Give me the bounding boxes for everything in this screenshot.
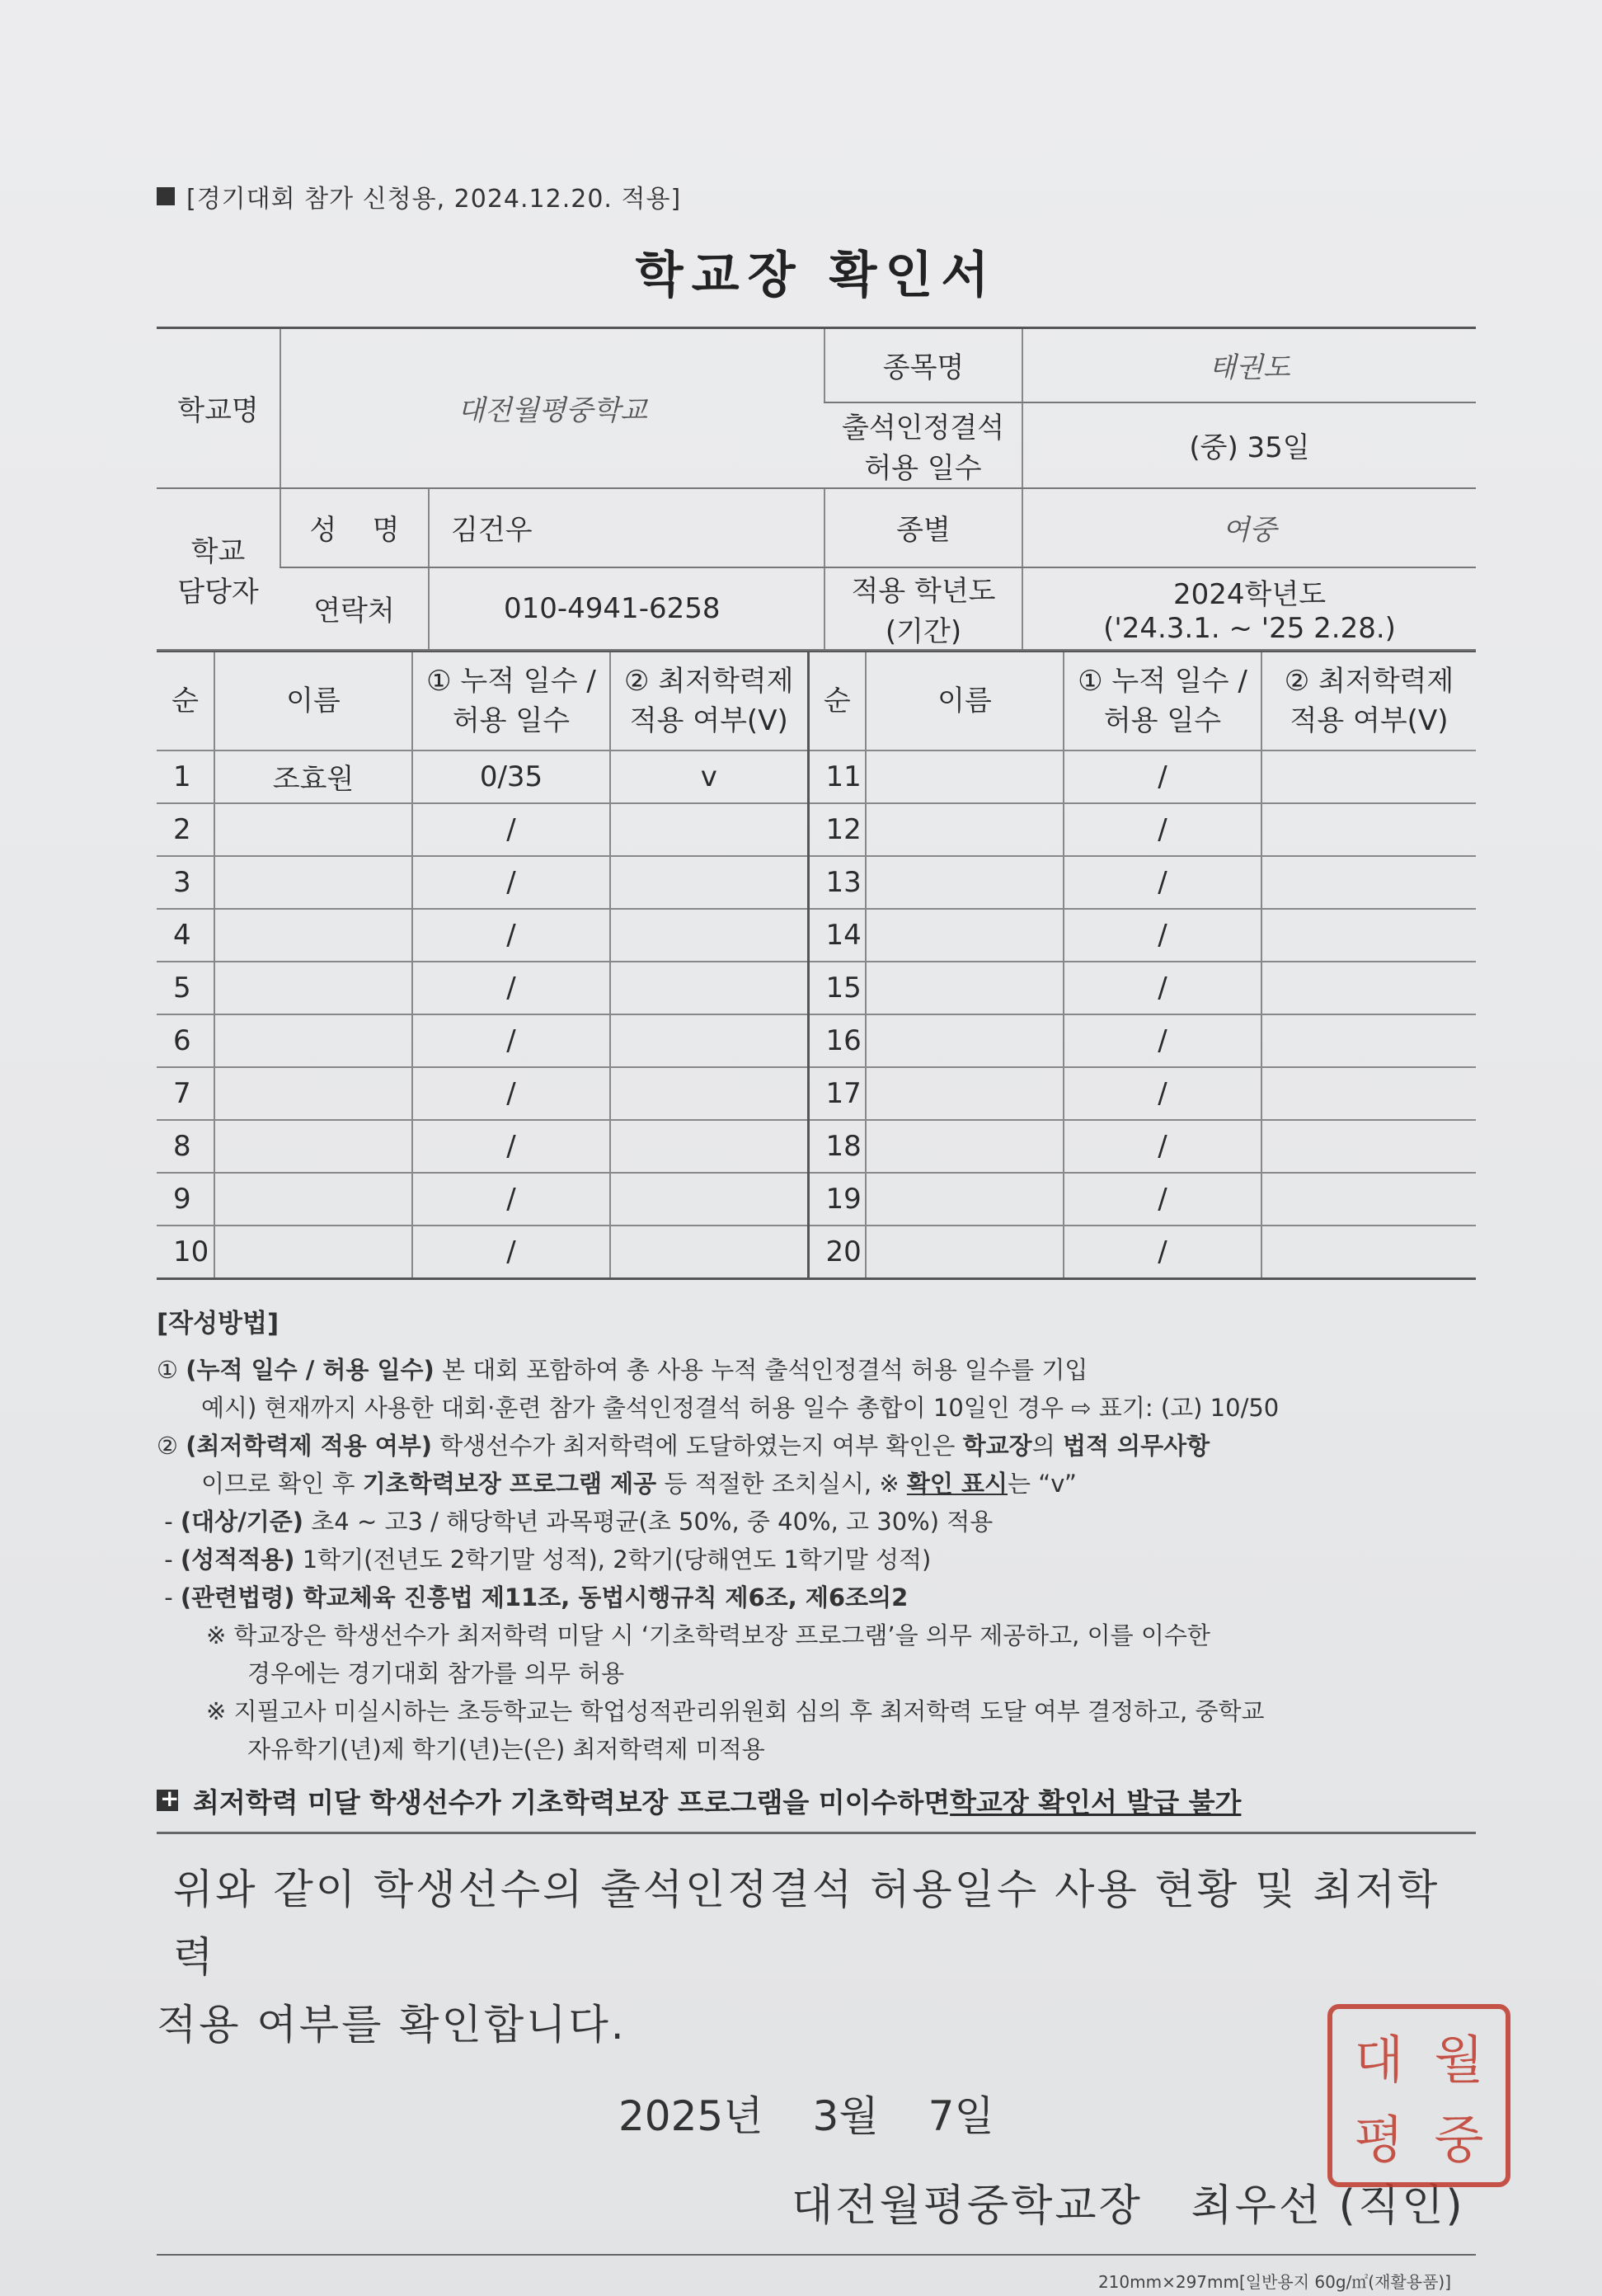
- detail-target: - (대상/기준) 초4 ~ 고3 / 해당학년 과목평균(초 50%, 중 40%, 고 30%) 적용: [157, 1507, 994, 1536]
- roster-seq: 9: [157, 1173, 214, 1226]
- roster-seq: 16: [808, 1014, 866, 1067]
- school-label: 학교명: [157, 328, 280, 488]
- roster-name: [866, 1226, 1064, 1279]
- gender-label: 종별: [824, 488, 1022, 567]
- roster-min: [1261, 962, 1476, 1014]
- roster-seq: 4: [157, 909, 214, 962]
- roster-days: /: [1064, 1120, 1261, 1173]
- roster-min: [610, 909, 808, 962]
- roster-name: [214, 1120, 412, 1173]
- allowed-days-value: (중) 35일: [1022, 402, 1476, 488]
- roster-name: [214, 803, 412, 856]
- roster-days: /: [412, 1120, 610, 1173]
- table-row: [157, 1226, 1476, 1279]
- roster-name: [214, 1014, 412, 1067]
- roster-name: [866, 1014, 1064, 1067]
- roster-days: /: [1064, 962, 1261, 1014]
- issue-date: [157, 2083, 1476, 2143]
- roster-min: [1261, 1173, 1476, 1226]
- roster-name: [866, 909, 1064, 962]
- roster-name: [866, 856, 1064, 909]
- roster-name: [866, 803, 1064, 856]
- year-label: 적용 학년도 (기간): [824, 567, 1022, 650]
- roster-table: [157, 651, 1476, 1280]
- roster-name: [214, 1173, 412, 1226]
- roster-min: [1261, 1014, 1476, 1067]
- roster-name: [214, 962, 412, 1014]
- roster-min: [610, 856, 808, 909]
- roster-seq: 1: [157, 750, 214, 803]
- roster-seq: 12: [808, 803, 866, 856]
- roster-min: [610, 803, 808, 856]
- roster-min: v: [610, 750, 808, 803]
- roster-min: [1261, 803, 1476, 856]
- school-value: 대전월평중학교: [280, 328, 824, 488]
- roster-min: [1261, 750, 1476, 803]
- detail-grades: - (성적적용) 1학기(전년도 2학기말 성적), 2학기(당해연도 1학기말 성적): [157, 1545, 932, 1574]
- roster-min: [610, 1067, 808, 1120]
- contact-value: 010-4941-6258: [429, 567, 824, 650]
- table-row: [157, 750, 1476, 803]
- table-row: [157, 1067, 1476, 1120]
- confirmation-document: [157, 173, 1476, 2293]
- date-month: 3월: [812, 2091, 879, 2140]
- footer-divider: [157, 2254, 1476, 2256]
- roster-seq: 7: [157, 1067, 214, 1120]
- roster-seq: 5: [157, 962, 214, 1014]
- roster-name: [866, 750, 1064, 803]
- roster-min: [610, 1120, 808, 1173]
- instructions: [157, 1305, 1476, 1768]
- roster-min: [1261, 909, 1476, 962]
- note-1: ※ 학교장은 학생선수가 최저학력 미달 시 ‘기초학력보장 프로그램’을 의무 제공하고, 이를 이수한: [206, 1621, 1210, 1649]
- roster-days: /: [1064, 750, 1261, 803]
- signer: 대전월평중학교장 최우선 (직인): [792, 2181, 1465, 2231]
- roster-min: [610, 1014, 808, 1067]
- note-1-cont: 경우에는 경기대회 참가를 의무 허용: [247, 1658, 625, 1687]
- confirmation-text: 위와 같이 학생선수의 출석인정결석 허용일수 사용 현황 및 최저학력 적용 여부를 확인합니다.: [157, 1865, 1440, 2049]
- roster-name: [214, 1067, 412, 1120]
- roster-days: /: [412, 1067, 610, 1120]
- roster-days: /: [412, 803, 610, 856]
- roster-days: /: [412, 962, 610, 1014]
- roster-days: /: [1064, 856, 1261, 909]
- name-label: 성 명: [280, 488, 429, 567]
- roster-days: /: [1064, 1226, 1261, 1279]
- page-title: 학교장 확인서: [635, 247, 998, 304]
- name-header: 이름: [214, 652, 412, 750]
- roster-header: [157, 652, 1476, 750]
- sport-label: 종목명: [824, 328, 1022, 402]
- roster-seq: 13: [808, 856, 866, 909]
- roster-days: /: [1064, 909, 1261, 962]
- instruction-item-2: ② (최저학력제 적용 여부) 학생선수가 최저학력에 도달하였는지 여부 확인은 학교장의 법적 의무사항: [157, 1431, 1210, 1460]
- roster-days: /: [1064, 1067, 1261, 1120]
- info-table: [157, 327, 1476, 651]
- days-header: ① 누적 일수 / 허용 일수: [412, 652, 610, 750]
- roster-min: [610, 1173, 808, 1226]
- roster-seq: 3: [157, 856, 214, 909]
- name-value: 김건우: [429, 488, 824, 567]
- table-row: [157, 1173, 1476, 1226]
- roster-name: [866, 962, 1064, 1014]
- header-note-text: [경기대회 참가 신청용, 2024.12.20. 적용]: [186, 185, 682, 214]
- instruction-example: 예시) 현재까지 사용한 대회·훈련 참가 출석인정결석 허용 일수 총합이 10일인 경우 ⇨ 표기: (고) 10/50: [201, 1393, 1280, 1422]
- roster-seq: 19: [808, 1173, 866, 1226]
- roster-seq: 17: [808, 1067, 866, 1120]
- days-header: ① 누적 일수 / 허용 일수: [1064, 652, 1261, 750]
- roster-days: /: [1064, 1014, 1261, 1067]
- date-year: 2025년: [618, 2091, 763, 2140]
- roster-name: [214, 856, 412, 909]
- roster-days: /: [1064, 1173, 1261, 1226]
- table-row: [157, 909, 1476, 962]
- roster-min: [1261, 1120, 1476, 1173]
- roster-days: 0/35: [412, 750, 610, 803]
- roster-seq: 10: [157, 1226, 214, 1279]
- table-row: [157, 803, 1476, 856]
- roster-name: [214, 909, 412, 962]
- year-value: 2024학년도 ('24.3.1. ~ '25 2.28.): [1022, 567, 1476, 650]
- roster-min: [1261, 1226, 1476, 1279]
- roster-name: [866, 1067, 1064, 1120]
- final-note: + 최저학력 미달 학생선수가 기초학력보장 프로그램을 미이수하면 학교장 확인서 발급 불가: [157, 1781, 1476, 1834]
- roster-seq: 6: [157, 1014, 214, 1067]
- name-header: 이름: [866, 652, 1064, 750]
- min-header: ② 최저학력제 적용 여부(V): [610, 652, 808, 750]
- roster-days: /: [412, 1226, 610, 1279]
- roster-days: /: [412, 856, 610, 909]
- header-note: [157, 173, 1476, 219]
- roster-seq: 14: [808, 909, 866, 962]
- date-day: 7일: [928, 2091, 994, 2140]
- square-bullet-icon: [157, 187, 175, 205]
- roster-name: [214, 1226, 412, 1279]
- roster-name: [866, 1173, 1064, 1226]
- table-row: [157, 962, 1476, 1014]
- roster-min: [1261, 856, 1476, 909]
- roster-seq: 11: [808, 750, 866, 803]
- allowed-days-label: 출석인정결석 허용 일수: [824, 402, 1022, 488]
- min-header: ② 최저학력제 적용 여부(V): [1261, 652, 1476, 750]
- instructions-heading: [작성방법]: [157, 1308, 280, 1339]
- plus-box-icon: [157, 1790, 178, 1811]
- seq-header: 순: [808, 652, 866, 750]
- sport-value: 태권도: [1022, 328, 1476, 402]
- roster-min: [610, 1226, 808, 1279]
- roster-days: /: [412, 909, 610, 962]
- note-2: ※ 지필고사 미실시하는 초등학교는 학업성적관리위원회 심의 후 최저학력 도달 여부 결정하고, 중학교: [206, 1696, 1265, 1725]
- roster-seq: 2: [157, 803, 214, 856]
- footer-note: 210mm×297mm[일반용지 60g/㎡(재활용품)]: [1097, 2271, 1451, 2292]
- contact-label: 연락처: [280, 567, 429, 650]
- roster-name: [866, 1120, 1064, 1173]
- manager-label: 학교 담당자: [157, 488, 280, 650]
- detail-law: - (관련법령) 학교체육 진흥법 제11조, 동법시행규칙 제6조, 제6조의2: [157, 1583, 909, 1611]
- instruction-item-1: ① (누적 일수 / 허용 일수) 본 대회 포함하여 총 사용 누적 출석인정결석 허용 일수를 기입: [157, 1355, 1088, 1384]
- roster-seq: 20: [808, 1226, 866, 1279]
- table-row: [157, 1120, 1476, 1173]
- roster-days: /: [1064, 803, 1261, 856]
- roster-min: [610, 962, 808, 1014]
- roster-days: /: [412, 1014, 610, 1067]
- roster-days: /: [412, 1173, 610, 1226]
- roster-seq: 15: [808, 962, 866, 1014]
- roster-name: 조효원: [214, 750, 412, 803]
- gender-value: 여중: [1022, 488, 1476, 567]
- instruction-item-2-cont: 이므로 확인 후 기초학력보장 프로그램 제공 등 적절한 조치실시, ※ 확인 표시는 “v”: [201, 1469, 1077, 1498]
- note-2-cont: 자유학기(년)제 학기(년)는(은) 최저학력제 미적용: [247, 1734, 765, 1763]
- roster-seq: 18: [808, 1120, 866, 1173]
- table-row: [157, 1014, 1476, 1067]
- table-row: [157, 856, 1476, 909]
- seq-header: 순: [157, 652, 214, 750]
- official-seal: 대 월 평 중: [1327, 2004, 1510, 2187]
- roster-seq: 8: [157, 1120, 214, 1173]
- roster-min: [1261, 1067, 1476, 1120]
